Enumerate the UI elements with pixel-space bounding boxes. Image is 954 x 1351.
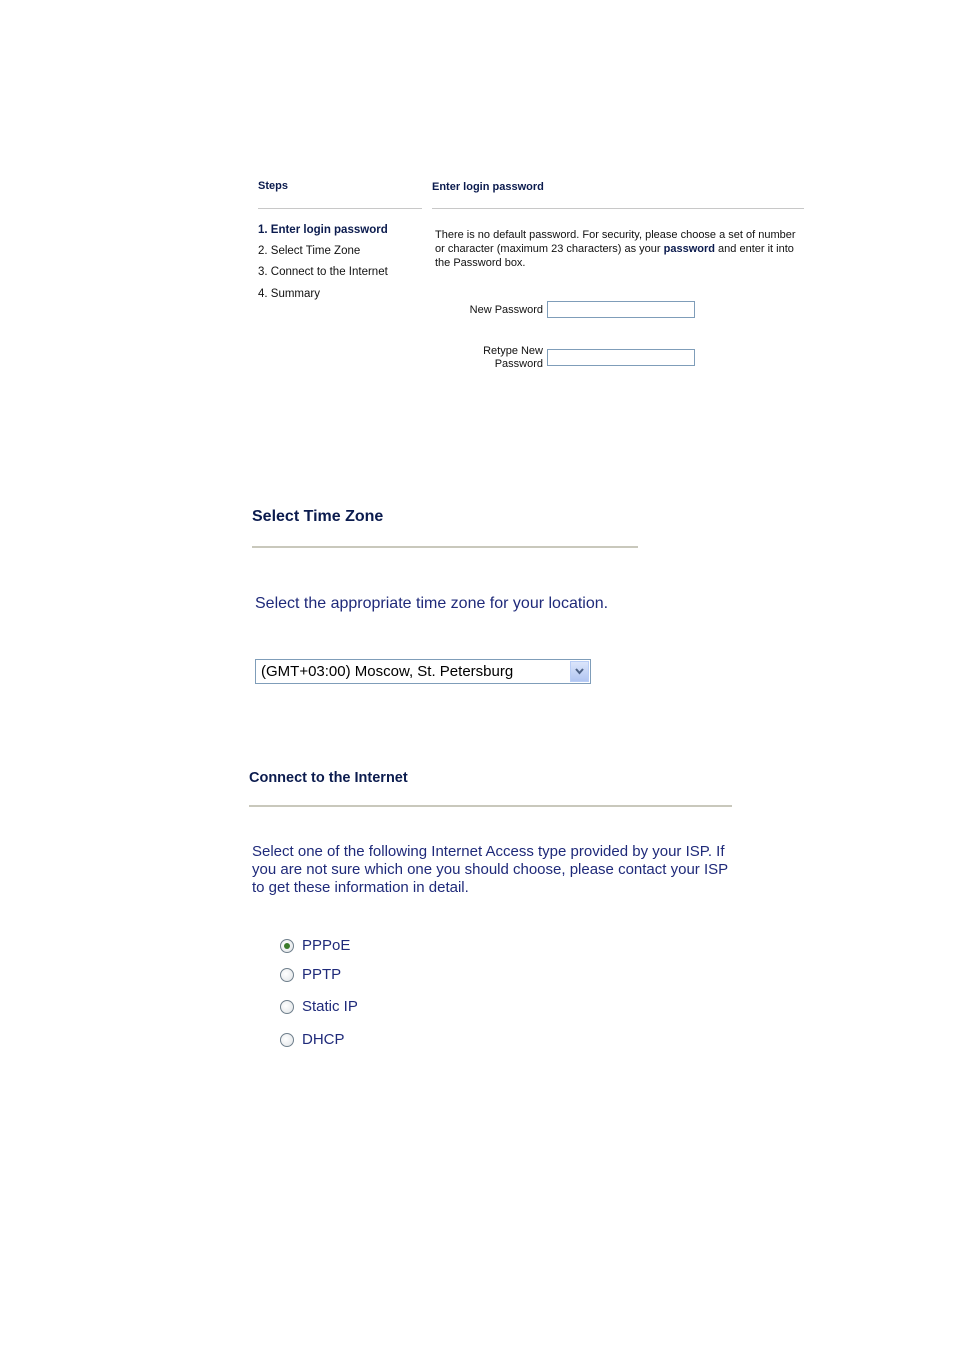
radio-button[interactable] — [280, 968, 294, 982]
radio-button[interactable] — [280, 939, 294, 953]
radio-button[interactable] — [280, 1033, 294, 1047]
radio-label: Static IP — [302, 998, 358, 1015]
connect-internet-title: Connect to the Internet — [249, 770, 408, 786]
new-password-input[interactable] — [547, 301, 695, 318]
login-password-description: There is no default password. For security, please choose a set of number or character (maximum 23 characters) as your password and enter it into the Password box. — [435, 229, 796, 269]
time-zone-select[interactable] — [255, 659, 591, 684]
time-zone-divider — [252, 546, 638, 548]
radio-label: PPPoE — [302, 937, 351, 954]
step-3-connect-internet[interactable]: 3. Connect to the Internet — [258, 266, 388, 278]
dropdown-arrow-button[interactable] — [570, 661, 589, 682]
step-4-summary[interactable]: 4. Summary — [258, 288, 320, 300]
step-1-enter-login-password[interactable]: 1. Enter login password — [258, 224, 388, 236]
steps-heading: Steps — [258, 180, 288, 192]
login-password-divider — [432, 208, 804, 209]
steps-divider — [258, 208, 422, 209]
time-zone-description: Select the appropriate time zone for your location. — [255, 595, 609, 612]
time-zone-selected-value: (GMT+03:00) Moscow, St. Petersburg — [261, 663, 514, 680]
retype-password-input[interactable] — [547, 349, 695, 366]
connect-internet-divider — [249, 805, 732, 807]
step-2-select-time-zone[interactable]: 2. Select Time Zone — [258, 245, 361, 257]
time-zone-title: Select Time Zone — [252, 508, 384, 525]
connect-internet-description: Select one of the following Internet Access type provided by your ISP. If you are not sure which one you should choose, please contact your ISP to get these information in detail. — [252, 843, 728, 896]
radio-label: DHCP — [302, 1031, 345, 1048]
password-keyword: password — [663, 243, 715, 255]
new-password-label: New Password — [469, 304, 543, 316]
radio-label: PPTP — [302, 966, 342, 983]
radio-button[interactable] — [280, 1000, 294, 1014]
retype-password-label: Retype New Password — [483, 345, 543, 370]
login-password-title: Enter login password — [432, 181, 544, 193]
chevron-down-icon — [575, 668, 584, 675]
